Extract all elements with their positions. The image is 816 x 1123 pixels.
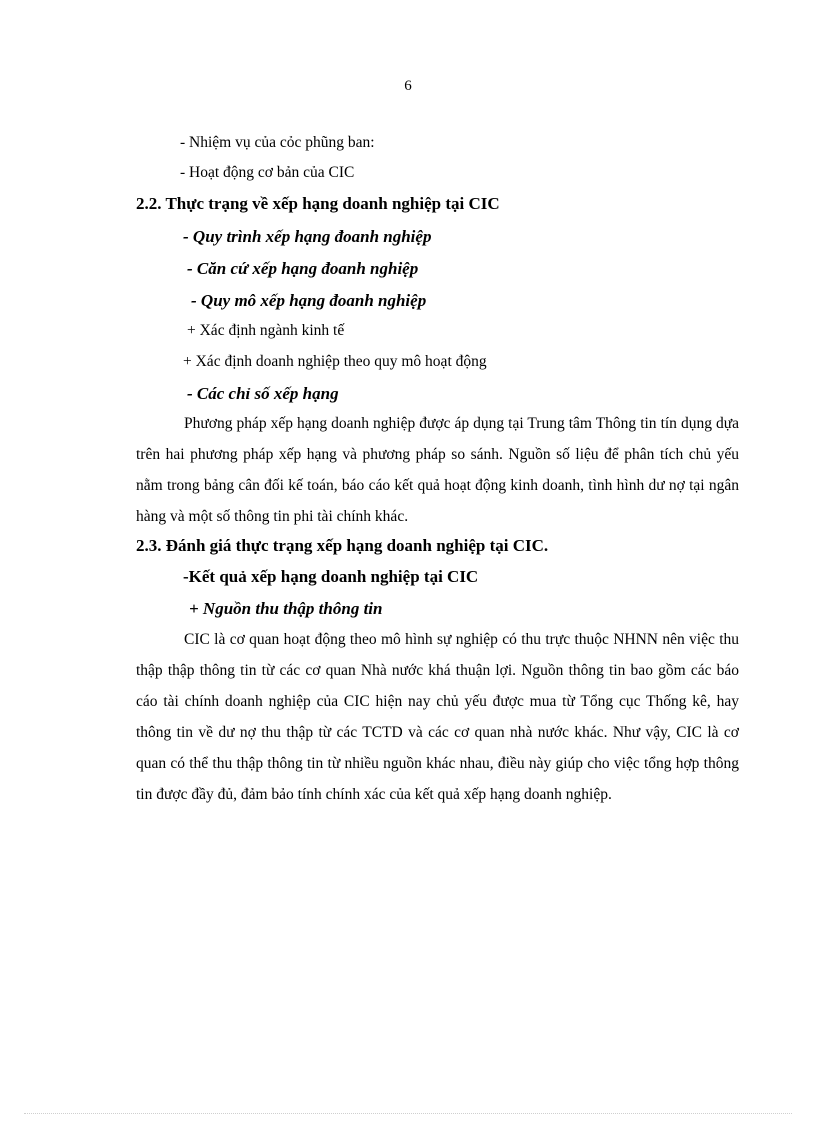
list-item-activities: - Hoạt động cơ bản của CIC bbox=[180, 164, 355, 181]
list-item-duties: - Nhiệm vụ của cỏc phũng ban: bbox=[180, 134, 375, 151]
subheading-scale: - Quy mô xếp hạng đoanh nghiệp bbox=[191, 291, 427, 310]
list-item-size: + Xác định doanh nghiệp theo quy mô hoạt động bbox=[183, 353, 487, 370]
paragraph-method: Phương pháp xếp hạng doanh nghiệp được áp dụng tại Trung tâm Thông tin tín dụng dựa trên hai phương pháp xếp hạng và phương pháp so sánh. Nguồn số liệu để phân tích chủ yếu nằm trong bảng cân đối kế toán, báo cáo kết quả hoạt động kinh doanh, tình hình dư nợ tại ngân hàng và một số thông tin phi tài chính khác. bbox=[136, 415, 739, 525]
page-number: 6 bbox=[404, 78, 412, 94]
section-2-2-heading: 2.2. Thực trạng về xếp hạng doanh nghiệp tại CIC bbox=[136, 194, 500, 213]
subheading-sources: + Nguồn thu thập thông tin bbox=[189, 599, 383, 618]
page-bottom-divider bbox=[24, 1113, 792, 1114]
section-2-3-heading: 2.3. Đánh giá thực trạng xếp hạng doanh nghiệp tại CIC. bbox=[136, 536, 549, 555]
paragraph-sources: CIC là cơ quan hoạt động theo mô hình sự nghiệp có thu trực thuộc NHNN nên việc thu thập thập thông tin từ các cơ quan Nhà nước khá thuận lợi. Nguồn thông tin bao gồm các báo cáo tài chính doanh nghiệp của CIC hiện nay chủ yếu được mua từ Tổng cục Thống kê, hay thông tin về dư nợ thu thập từ các TCTD và các cơ quan nhà nước khác. Như vậy, CIC là cơ quan có thể thu thập thông tin từ nhiều nguồn khác nhau, điều này giúp cho việc tổng hợp thông tin được đầy đủ, đảm bảo tính chính xác của kết quả xếp hạng doanh nghiệp. bbox=[136, 631, 739, 803]
subheading-indicators: - Các chỉ số xếp hạng bbox=[187, 384, 339, 403]
subheading-process: - Quy trình xếp hạng đoanh nghiệp bbox=[183, 227, 432, 246]
subheading-results: -Kết quả xếp hạng doanh nghiệp tại CIC bbox=[183, 567, 479, 586]
subheading-basis: - Căn cứ xếp hạng đoanh nghiệp bbox=[187, 259, 419, 278]
list-item-industry: + Xác định ngành kinh tế bbox=[187, 322, 345, 339]
